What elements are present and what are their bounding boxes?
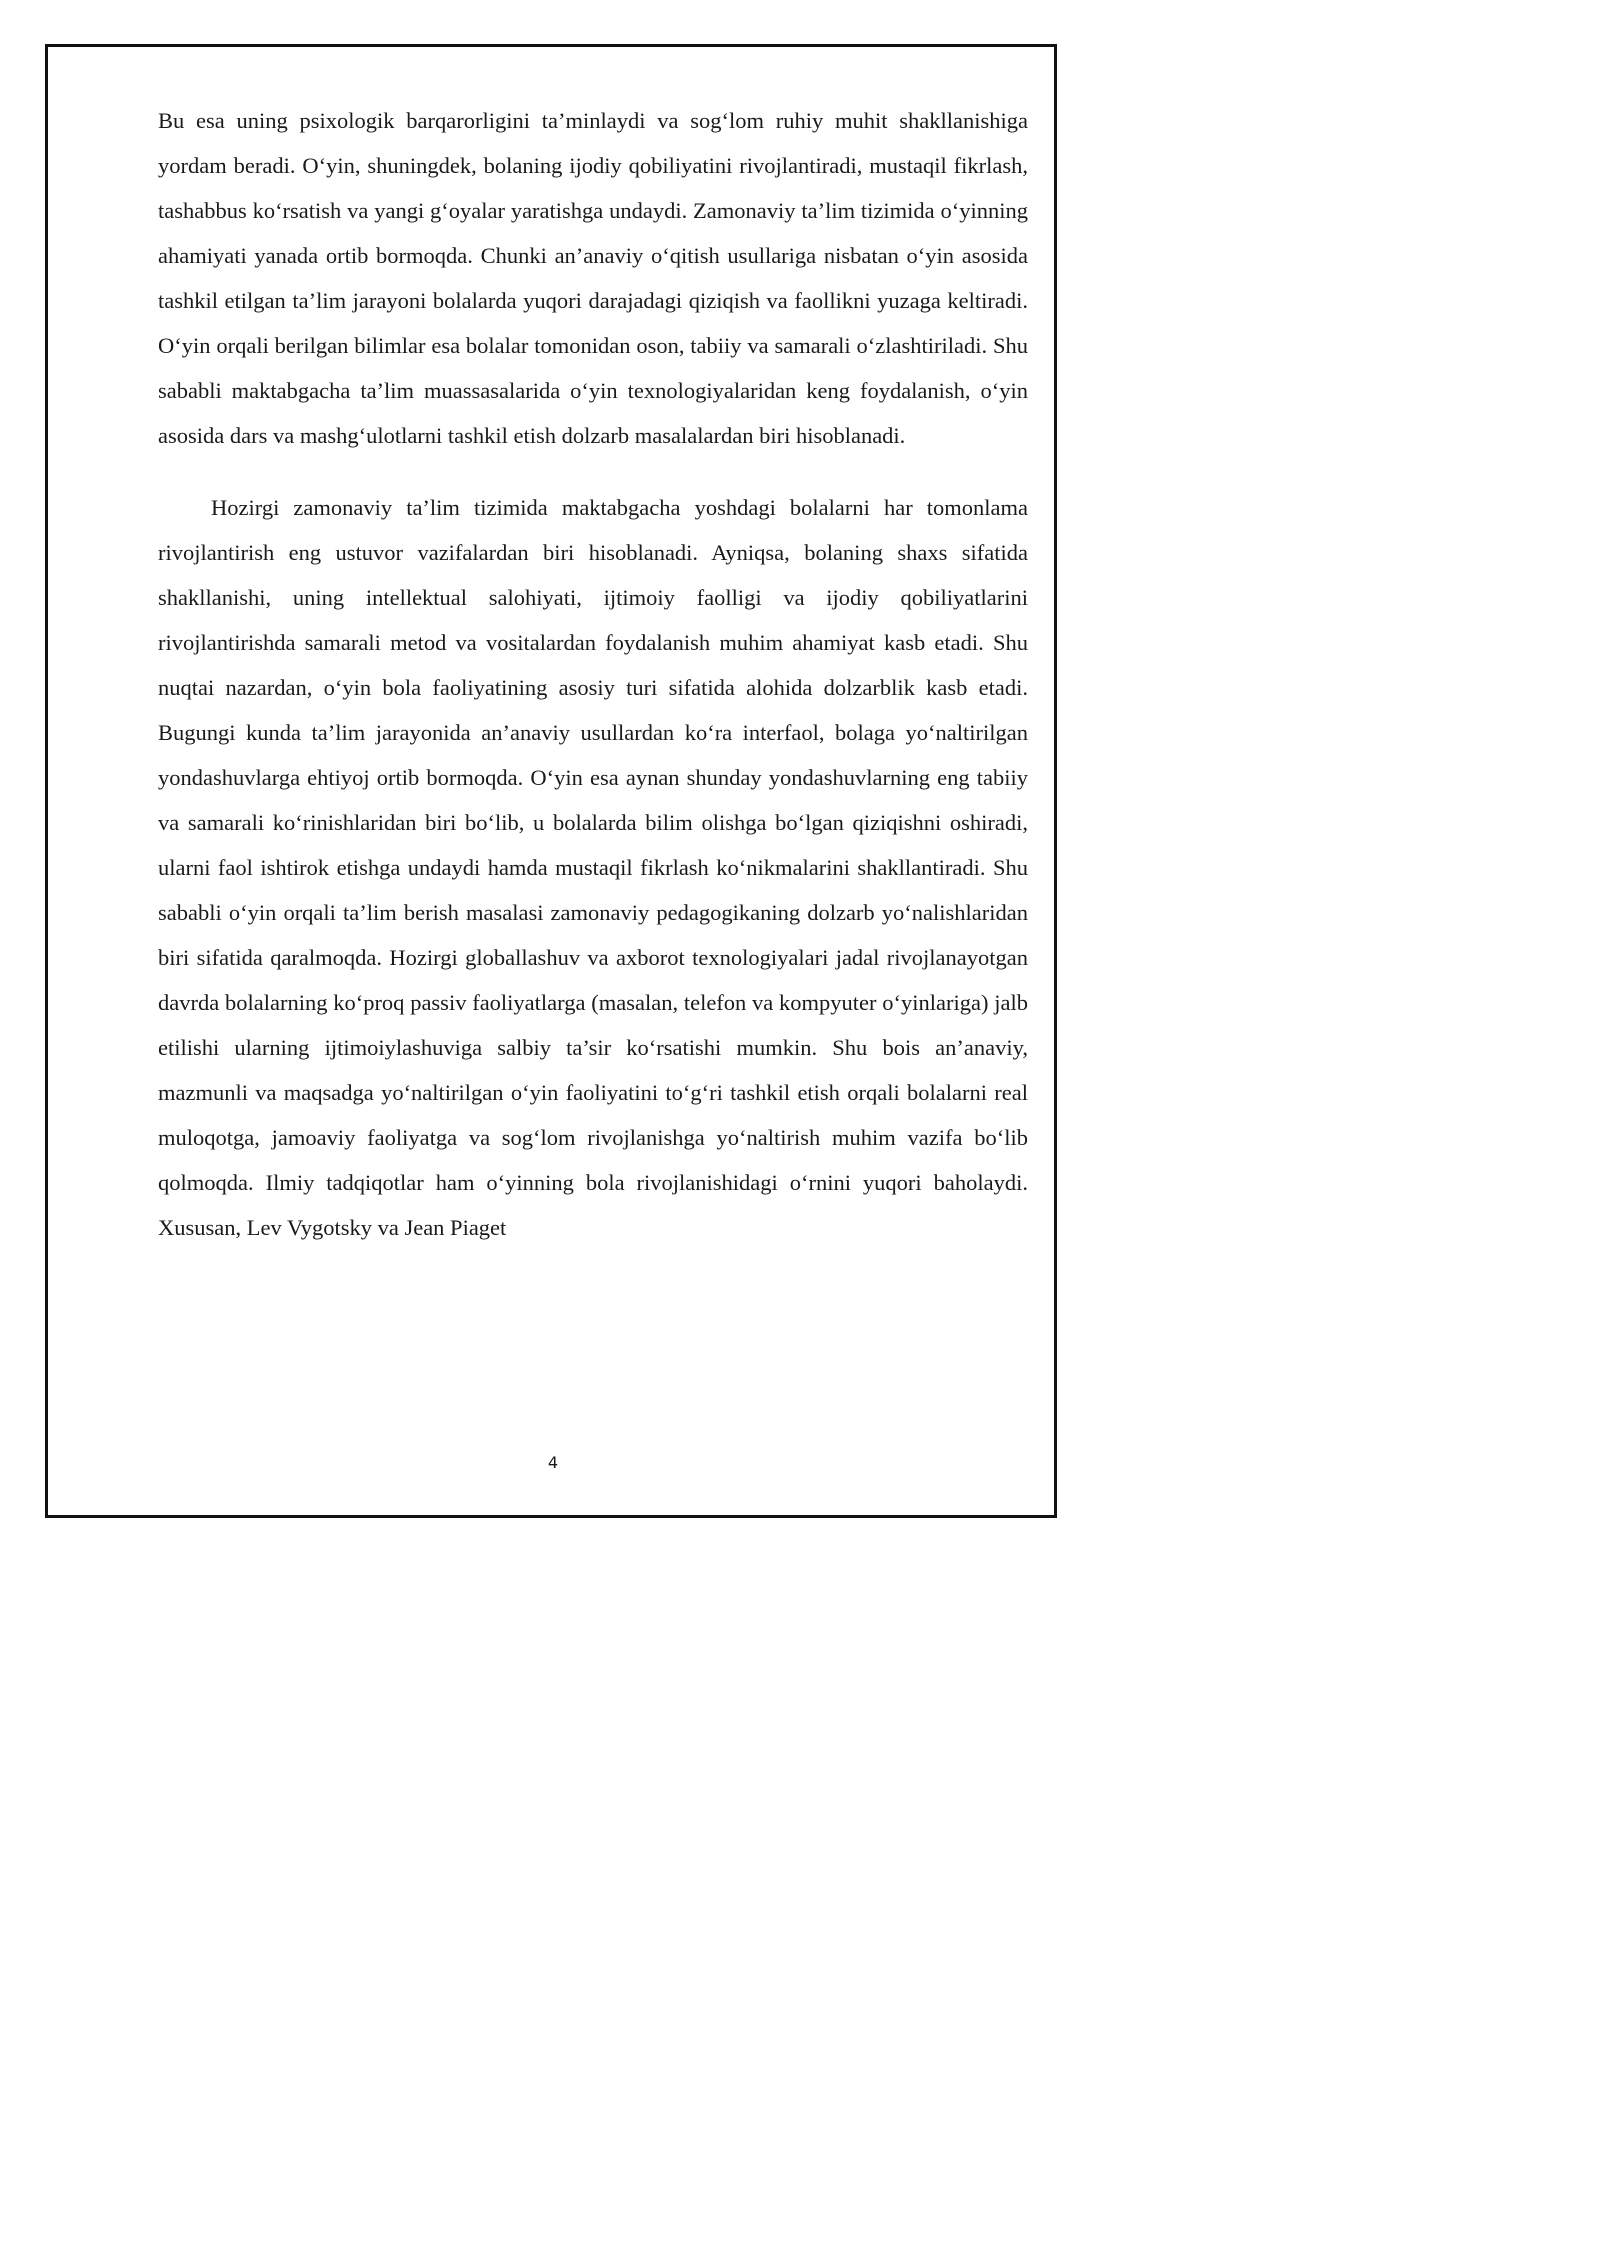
paragraph-2: Hozirgi zamonaviy ta’lim tizimida maktabgacha yoshdagi bolalarni har tomonlama rivojlantirish eng ustuvor vazifalardan biri hisoblanadi. Ayniqsa, bolaning shaxs sifatida shakllanishi, uning intellektual salohiyati, ijtimoiy faolligi va ijodiy qobiliyatlarini rivojlantirishda samarali metod va vositalardan foydalanish muhim ahamiyat kasb etadi. Shu nuqtai nazardan, o‘yin bola faoliyatining asosiy turi sifatida alohida dolzarblik kasb etadi. Bugungi kunda ta’lim jarayonida an’anaviy usullardan ko‘ra interfaol, bolaga yo‘naltirilgan yondashuvlarga ehtiyoj ortib bormoqda. O‘yin esa aynan shunday yondashuvlarning eng tabiiy va samarali ko‘rinishlaridan biri bo‘lib, u bolalarda bilim olishga bo‘lgan qiziqishni oshiradi, ularni faol ishtirok etishga undaydi hamda mustaqil fikrlash ko‘nikmalarini shakllantiradi. Shu sababli o‘yin orqali ta’lim berish masalasi zamonaviy pedagogikaning dolzarb yo‘nalishlaridan biri sifatida qaralmoqda. Hozirgi globallashuv va axborot texnologiyalari jadal rivojlanayotgan davrda bolalarning ko‘proq passiv faoliyatlarga (masalan, telefon va kompyuter o‘yinlariga) jalb etilishi ularning ijtimoiylashuviga salbiy ta’sir ko‘rsatishi mumkin. Shu bois an’anaviy, mazmunli va maqsadga yo‘naltirilgan o‘yin faoliyatini to‘g‘ri tashkil etish orqali bolalarni real muloqotga, jamoaviy faoliyatga va sog‘lom rivojlanishga yo‘naltirish muhim vazifa bo‘lib qolmoqda. Ilmiy tadqiqotlar ham o‘yinning bola rivojlanishidagi o‘rnini yuqori baholaydi. Xususan, Lev Vygotsky va Jean Piaget <box>158 495 1028 1240</box>
document-body <box>158 98 1028 1250</box>
paragraph-1: Bu esa uning psixologik barqarorligini ta’minlaydi va sog‘lom ruhiy muhit shakllanishiga yordam beradi. O‘yin, shuningdek, bolaning ijodiy qobiliyatini rivojlantiradi, mustaqil fikrlash, tashabbus ko‘rsatish va yangi g‘oyalar yaratishga undaydi. Zamonaviy ta’lim tizimida o‘yinning ahamiyati yanada ortib bormoqda. Chunki an’anaviy o‘qitish usullariga nisbatan o‘yin asosida tashkil etilgan ta’lim jarayoni bolalarda yuqori darajadagi qiziqish va faollikni yuzaga keltiradi. O‘yin orqali berilgan bilimlar esa bolalar tomonidan oson, tabiiy va samarali o‘zlashtiriladi. Shu sababli maktabgacha ta’lim muassasalarida o‘yin texnologiyalaridan keng foydalanish, o‘yin asosida dars va mashg‘ulotlarni tashkil etish dolzarb masalalardan biri hisoblanadi. <box>158 108 1028 448</box>
page-number: 4 <box>547 1453 559 1472</box>
